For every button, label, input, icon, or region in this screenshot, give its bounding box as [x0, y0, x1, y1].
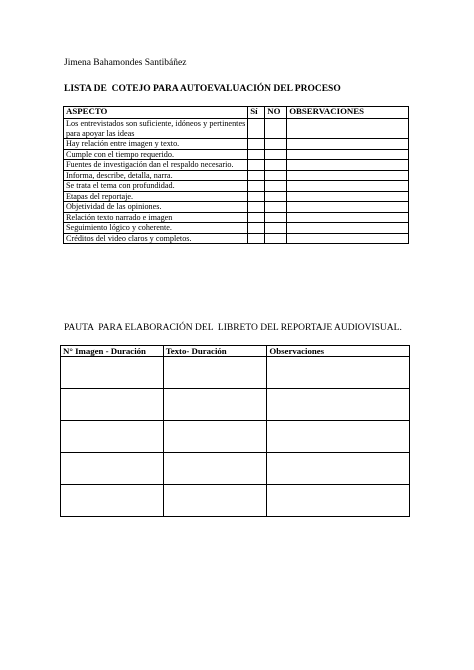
si-cell: [248, 191, 265, 202]
table-row: [61, 485, 410, 517]
no-cell: [265, 139, 287, 150]
observation-cell: [287, 223, 409, 234]
table-row: [64, 202, 409, 213]
aspect-cell: Hay relación entre imagen y texto.: [64, 139, 248, 150]
observation-cell: [287, 139, 409, 150]
header-observaciones: Observaciones: [267, 346, 410, 357]
si-cell: [248, 119, 265, 139]
aspect-cell: Seguimiento lógico y coherente.: [64, 223, 248, 234]
no-cell: [265, 202, 287, 213]
si-cell: [248, 181, 265, 192]
no-cell: [265, 119, 287, 139]
observation-cell: [287, 119, 409, 139]
table-row: [64, 212, 409, 223]
table-row: [64, 191, 409, 202]
aspect-cell: Se trata el tema con profundidad.: [64, 181, 248, 192]
empty-cell: [163, 389, 267, 421]
empty-cell: [267, 453, 410, 485]
observation-cell: [287, 233, 409, 244]
empty-cell: [61, 357, 164, 389]
no-cell: [265, 212, 287, 223]
empty-cell: [163, 421, 267, 453]
empty-cell: [163, 485, 267, 517]
table-row: [61, 389, 410, 421]
aspect-cell: Informa, describe, detalla, narra.: [64, 170, 248, 181]
table-row: [64, 119, 409, 139]
checklist-table: [63, 106, 409, 244]
empty-cell: [267, 421, 410, 453]
empty-cell: [61, 389, 164, 421]
si-cell: [248, 212, 265, 223]
observation-cell: [287, 149, 409, 160]
script-guide-header-row: [61, 346, 410, 357]
si-cell: [248, 202, 265, 213]
no-cell: [265, 160, 287, 171]
header-aspecto: ASPECTO: [64, 107, 248, 119]
no-cell: [265, 149, 287, 160]
table-row: [64, 160, 409, 171]
no-cell: [265, 181, 287, 192]
aspect-cell: Objetividad de las opiniones.: [64, 202, 248, 213]
empty-cell: [267, 485, 410, 517]
aspect-cell: Etapas del reportaje.: [64, 191, 248, 202]
header-observaciones: OBSERVACIONES: [287, 107, 409, 119]
table-row: [64, 139, 409, 150]
empty-cell: [61, 453, 164, 485]
empty-cell: [61, 485, 164, 517]
si-cell: [248, 139, 265, 150]
observation-cell: [287, 160, 409, 171]
si-cell: [248, 233, 265, 244]
checklist-title: LISTA DE COTEJO PARA AUTOEVALUACIÓN DEL PROCESO: [64, 84, 341, 94]
empty-cell: [267, 389, 410, 421]
si-cell: [248, 160, 265, 171]
table-row: [61, 421, 410, 453]
header-no: NO: [265, 107, 287, 119]
si-cell: [248, 223, 265, 234]
checklist-header-row: [64, 107, 409, 119]
header-texto-duracion: Texto- Duración: [163, 346, 267, 357]
no-cell: [265, 191, 287, 202]
table-row: [64, 223, 409, 234]
script-guide-table: [60, 345, 410, 517]
empty-cell: [267, 357, 410, 389]
aspect-cell: Relación texto narrado e imagen: [64, 212, 248, 223]
header-si: Sí: [248, 107, 265, 119]
observation-cell: [287, 202, 409, 213]
table-row: [64, 181, 409, 192]
si-cell: [248, 170, 265, 181]
no-cell: [265, 170, 287, 181]
no-cell: [265, 223, 287, 234]
table-row: [64, 149, 409, 160]
table-row: [64, 170, 409, 181]
empty-cell: [163, 357, 267, 389]
script-guide-title: PAUTA PARA ELABORACIÓN DEL LIBRETO DEL REPORTAJE AUDIOVISUAL.: [64, 323, 402, 333]
aspect-cell: Los entrevistados son suficiente, idóneos y pertinentes para apoyar las ideas: [64, 119, 248, 139]
empty-cell: [163, 453, 267, 485]
table-row: [61, 357, 410, 389]
header-imagen-duracion: N° Imagen - Duración: [61, 346, 164, 357]
observation-cell: [287, 212, 409, 223]
empty-cell: [61, 421, 164, 453]
si-cell: [248, 149, 265, 160]
observation-cell: [287, 181, 409, 192]
observation-cell: [287, 170, 409, 181]
table-row: [64, 233, 409, 244]
no-cell: [265, 233, 287, 244]
table-row: [61, 453, 410, 485]
aspect-cell: Fuentes de investigación dan el respaldo necesario.: [64, 160, 248, 171]
aspect-cell: Cumple con el tiempo requerido.: [64, 149, 248, 160]
author-name: Jimena Bahamondes Santibáñez: [64, 58, 187, 68]
aspect-cell: Créditos del video claros y completos.: [64, 233, 248, 244]
observation-cell: [287, 191, 409, 202]
